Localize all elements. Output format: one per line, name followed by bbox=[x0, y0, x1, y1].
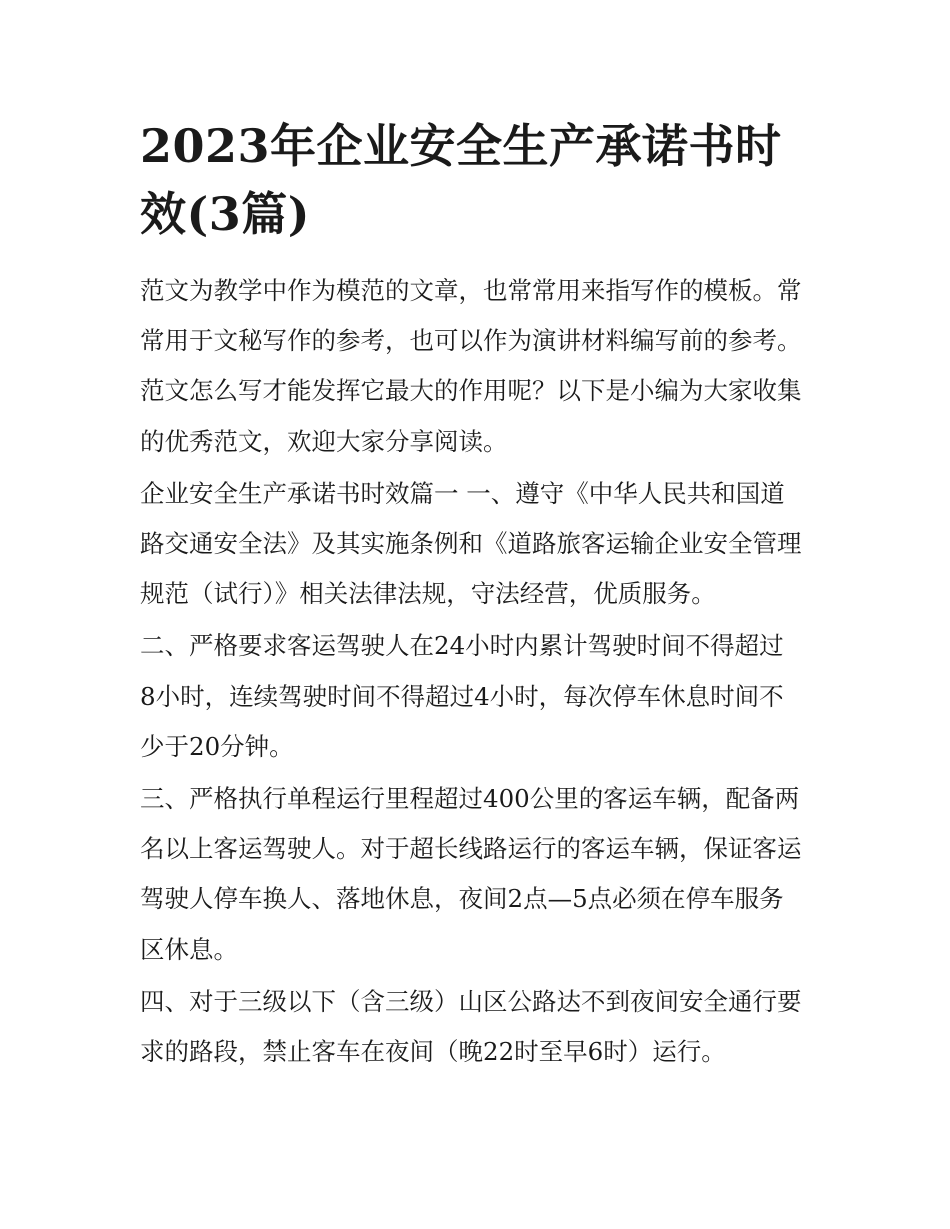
text-line: 三、严格执行单程运行里程超过400公里的客运车辆，配备两 bbox=[140, 784, 800, 814]
text-line: 范文为教学中作为模范的文章，也常常用来指写作的模板。常 bbox=[140, 276, 802, 305]
document-content bbox=[140, 112, 820, 1079]
text-line: 范文怎么写才能发挥它最大的作用呢？以下是小编为大家收集 bbox=[140, 376, 802, 406]
text-line: 求的路段，禁止客车在夜间（晚22时至早6时）运行。 bbox=[140, 1037, 726, 1067]
paragraph-item-1 bbox=[140, 469, 820, 620]
text-line: 驾驶人停车换人、落地休息，夜间2点—5点必须在停车服务 bbox=[140, 884, 784, 914]
text-line: 少于20分钟。 bbox=[140, 731, 294, 761]
paragraph-item-2 bbox=[140, 621, 820, 772]
text-line: 常用于文秘写作的参考，也可以作为演讲材料编写前的参考。 bbox=[140, 326, 802, 356]
text-line: 四、对于三级以下（含三级）山区公路达不到夜间安全通行要 bbox=[140, 986, 802, 1016]
text-line: 企业安全生产承诺书时效篇一 一、遵守《中华人民共和国道 bbox=[140, 478, 785, 508]
text-line: 的优秀范文，欢迎大家分享阅读。 bbox=[140, 426, 508, 456]
title-line: 2023年企业安全生产承诺书时 bbox=[140, 119, 782, 173]
text-line: 路交通安全法》及其实施条例和《道路旅客运输企业安全管理 bbox=[140, 529, 802, 559]
document-body bbox=[140, 266, 820, 1077]
paragraph-item-3 bbox=[140, 774, 820, 975]
text-line: 规范（试行）》相关法律法规，守法经营，优质服务。 bbox=[140, 579, 716, 609]
document-title bbox=[140, 112, 820, 248]
title-line: 效(3篇) bbox=[140, 187, 311, 241]
text-line: 二、严格要求客运驾驶人在24小时内累计驾驶时间不得超过 bbox=[140, 631, 784, 661]
text-line: 8小时，连续驾驶时间不得超过4小时，每次停车休息时间不 bbox=[140, 681, 784, 711]
paragraph-intro bbox=[140, 266, 820, 467]
paragraph-item-4 bbox=[140, 977, 820, 1077]
text-line: 名以上客运驾驶人。对于超长线路运行的客运车辆，保证客运 bbox=[140, 834, 802, 864]
text-line: 区休息。 bbox=[140, 934, 238, 964]
